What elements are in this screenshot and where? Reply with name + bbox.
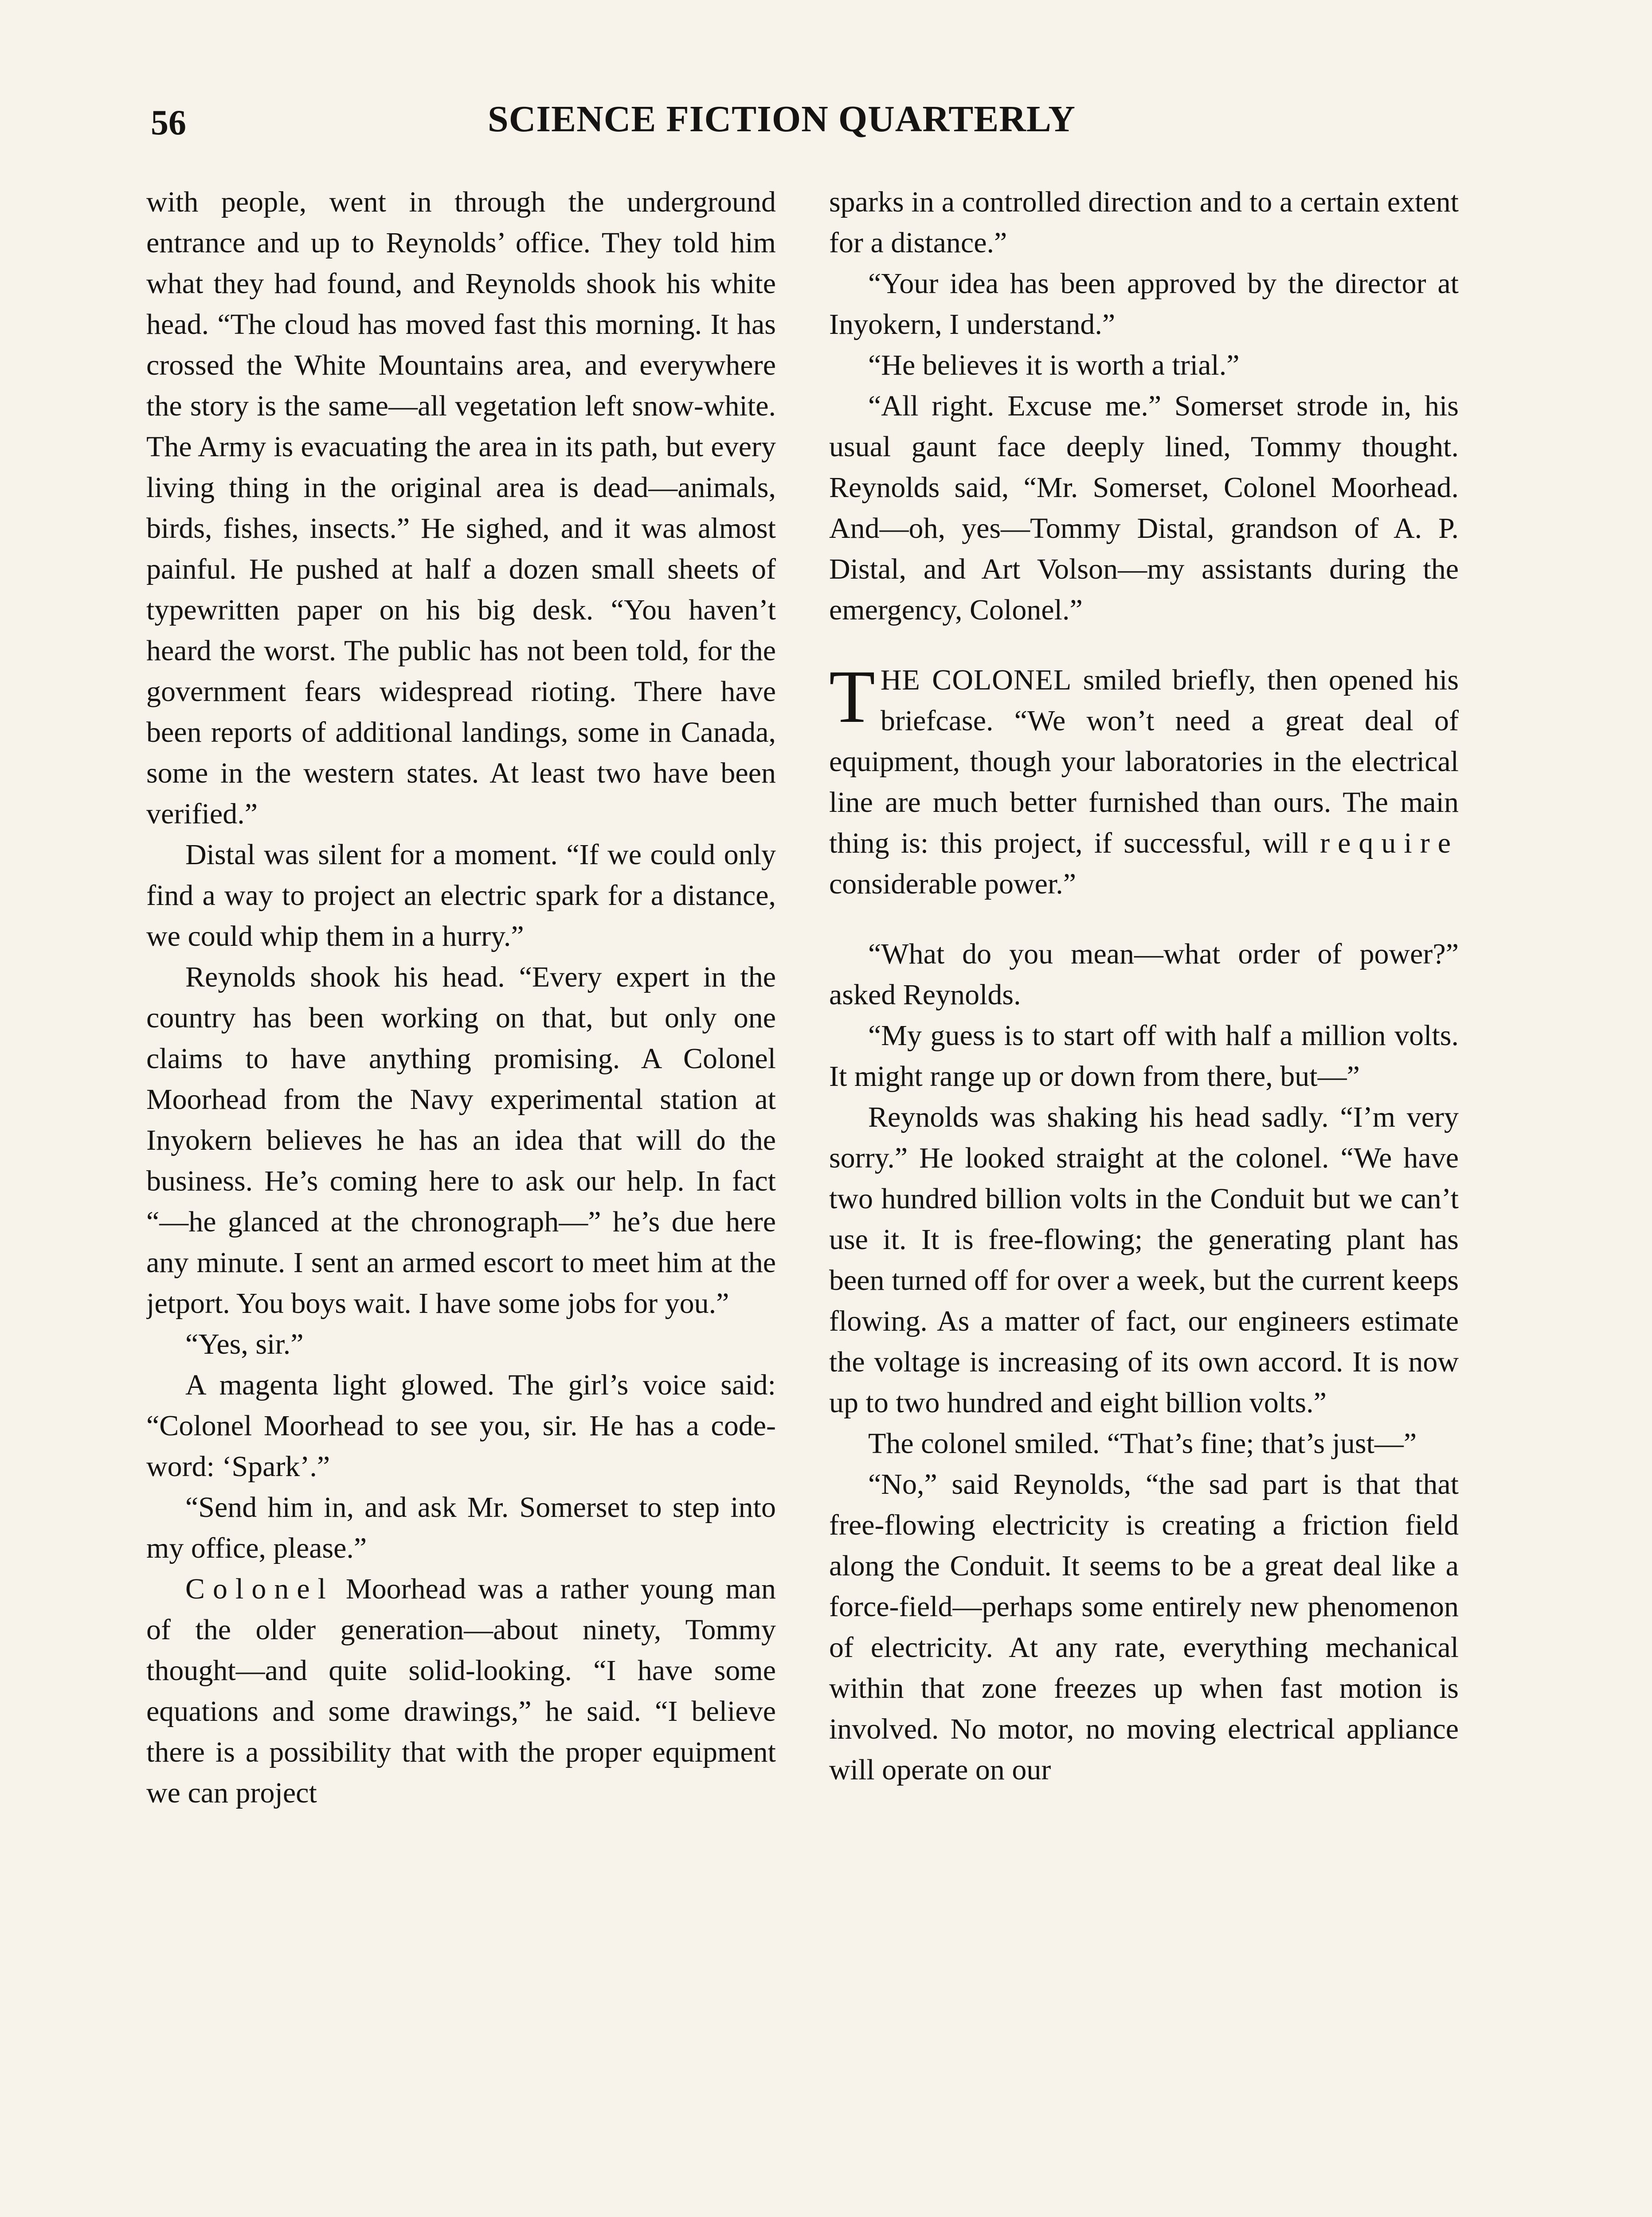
story-paragraph: Reynolds shook his head. “Every expert in the country has been working on that, but only one claims to have anything promising. A Colonel Moorhead from the Navy experimental station at Inyokern believes he has an idea that will do the business. He’s coming here to ask our help. In fact “—he glanced at the chronograph—” he’s due here any minute. I sent an armed escort to meet him at the jetport. You boys wait. I have some jobs for you.” [146,961,776,1320]
story-paragraph: with people, went in through the underground entrance and up to Reynolds’ office. They told him what they had found, and Reynolds shook his white head. “The cloud has moved fast this morning. It has crossed the White Mountains area, and everywhere the story is the same—all vegetation left snow-white. The Army is evacuating the area in its path, but every living thing in the original area is dead—animals, birds, fishes, insects.” He sighed, and it was almost painful. He pushed at half a dozen small sheets of typewritten paper on his big desk. “You haven’t heard the worst. The public has not been told, for the government fears widespread rioting. There have been reports of additional landings, some in Canada, some in the western states. At least two have been verified.” [146,186,776,830]
page-number: 56 [151,103,186,142]
story-text: Moorhead was a rather young man of the older generation—about ninety, Tommy thought—and quite solid-looking. “I have some equations and some drawings,” he said. “I believe there is a possibility that with the proper equipment we can project [146,1573,776,1809]
running-head: SCIENCE FICTION QUARTERLY [488,98,1076,140]
story-text: considerable power.” [829,868,1077,900]
story-paragraph: The colonel smiled. “That’s fine; that’s just—” [868,1427,1417,1460]
story-paragraph: “Send him in, and ask Mr. Somerset to step into my office, please.” [146,1491,776,1564]
story-paragraph: Reynolds was shaking his head sadly. “I’m very sorry.” He looked straight at the colonel. “We have two hundred billion volts in the Conduit but we can’t use it. It is free-flowing; the generating plant has been turned off for over a week, but the current keeps flowing. As a matter of fact, our engineers estimate the voltage is increasing of its own accord. It is now up to two hundred and eight billion volts.” [829,1101,1459,1419]
story-paragraph: “My guess is to start off with half a million volts. It might range up or down from there, but—” [829,1019,1459,1093]
story-paragraph: “He believes it is worth a trial.” [868,349,1240,381]
story-text: smiled briefly, then opened his briefcase. “We won’t need a great deal of equipment, though your laboratories in the electrical line are much better furnished than ours. The main thing is: this project, if successful, will [829,664,1459,859]
story-paragraph: “No,” said Reynolds, “the sad part is that that free-flowing electricity is creating a friction field along the Conduit. It seems to be a great deal like a force-field—perhaps some entirely new phenomenon of electricity. At any rate, everything mechanical within that zone freezes up when fast motion is involved. No motor, no moving electrical appliance will operate on our [829,1468,1459,1786]
right-text-column [829,182,1459,2217]
story-paragraph: “Yes, sir.” [185,1328,304,1360]
drop-cap: T [829,655,875,738]
spaced-name: Colonel [185,1573,334,1605]
small-caps-lead: HE COLONEL [880,664,1072,696]
section-opening-paragraph [829,655,1459,905]
story-paragraph: “Your idea has been approved by the director at Inyokern, I understand.” [829,267,1459,341]
story-paragraph: “All right. Excuse me.” Somerset strode in, his usual gaunt face deeply lined, Tommy thought. Reynolds said, “Mr. Somerset, Colonel Moorhead. And—oh, yes—Tommy Distal, grandson of A. P. Distal, and Art Volson—my assistants during the emergency, Colonel.” [829,390,1459,626]
page-header [142,98,1485,151]
story-paragraph: Distal was silent for a moment. “If we could only find a way to project an electric spark for a distance, we could whip them in a hurry.” [146,838,776,952]
left-text-column [146,182,776,2217]
story-paragraph: sparks in a controlled direction and to a certain extent for a distance.” [829,186,1459,259]
story-paragraph: A magenta light glowed. The girl’s voice said: “Colonel Moorhead to see you, sir. He has a code-word: ‘Spark’.” [146,1369,776,1483]
spaced-emphasis: require [1320,827,1459,859]
story-paragraph [146,1569,776,1814]
story-paragraph: “What do you mean—what order of power?” asked Reynolds. [829,938,1459,1011]
